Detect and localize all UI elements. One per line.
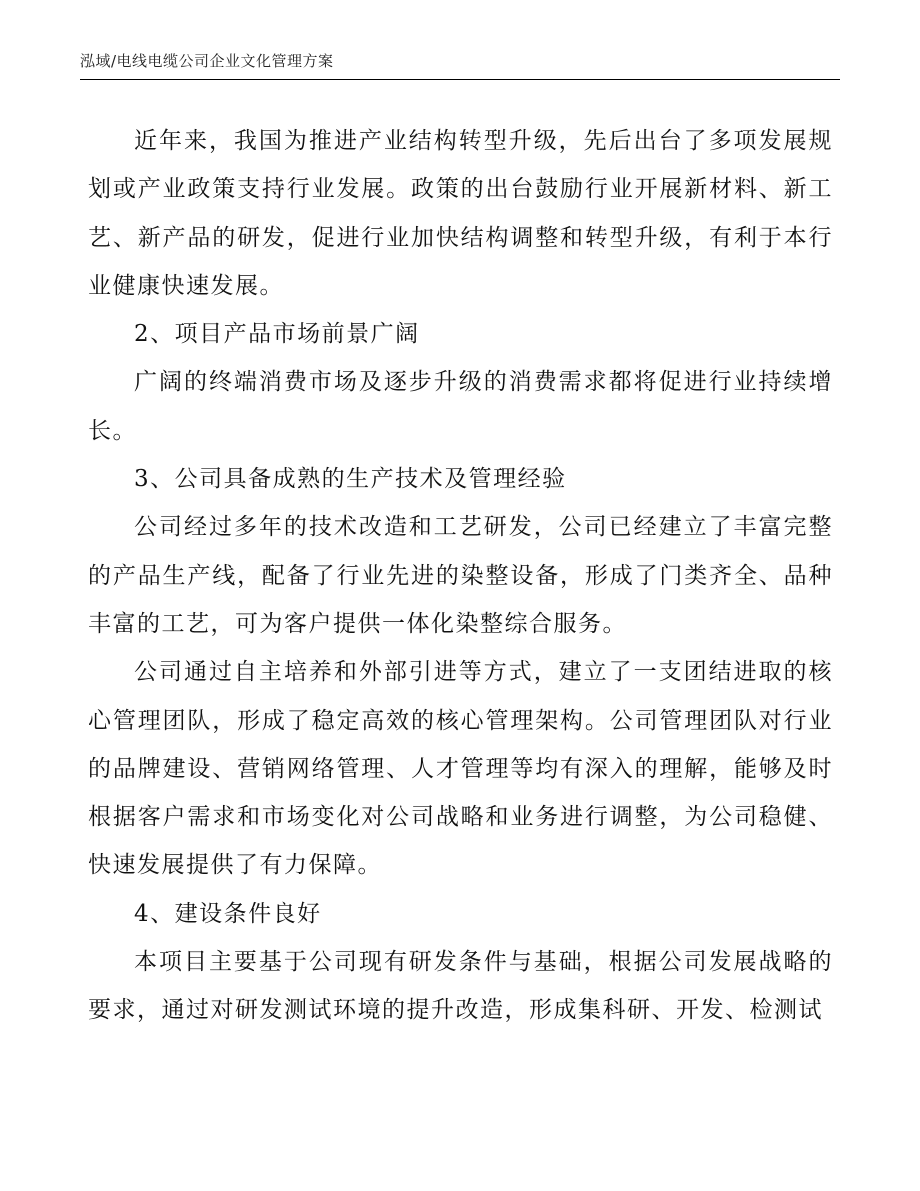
paragraph-construction-conditions: 本项目主要基于公司现有研发条件与基础，根据公司发展战略的要求，通过对研发测试环境的提升改造，形成集科研、开发、检测试 [88, 949, 833, 1024]
paragraph-market-prospect: 广阔的终端消费市场及逐步升级的消费需求都将促进行业持续增长。 [88, 369, 833, 444]
paragraph-industry-policy: 近年来，我国为推进产业结构转型升级，先后出台了多项发展规划或产业政策支持行业发展。政策的出台鼓励行业开展新材料、新工艺、新产品的研发，促进行业加快结构调整和转型升级，有利于本行业健康快速发展。 [88, 128, 833, 299]
document-body [88, 117, 833, 1035]
paragraph-management-team: 公司通过自主培养和外部引进等方式，建立了一支团结进取的核心管理团队，形成了稳定高效的核心管理架构。公司管理团队对行业的品牌建设、营销网络管理、人才管理等均有深入的理解，能够及时根据客户需求和市场变化对公司战略和业务进行调整，为公司稳健、快速发展提供了有力保障。 [88, 659, 833, 879]
paragraph-production-line: 公司经过多年的技术改造和工艺研发，公司已经建立了丰富完整的产品生产线，配备了行业先进的染整设备，形成了门类齐全、品种丰富的工艺，可为客户提供一体化染整综合服务。 [88, 514, 833, 637]
header-divider [80, 79, 840, 80]
section-heading-market-prospect: 2、项目产品市场前景广阔 [134, 321, 420, 348]
section-heading-construction-conditions: 4、建设条件良好 [134, 900, 322, 927]
page-header: 泓域/电线电缆公司企业文化管理方案 [80, 52, 334, 70]
section-heading-technology-experience: 3、公司具备成熟的生产技术及管理经验 [134, 466, 567, 493]
